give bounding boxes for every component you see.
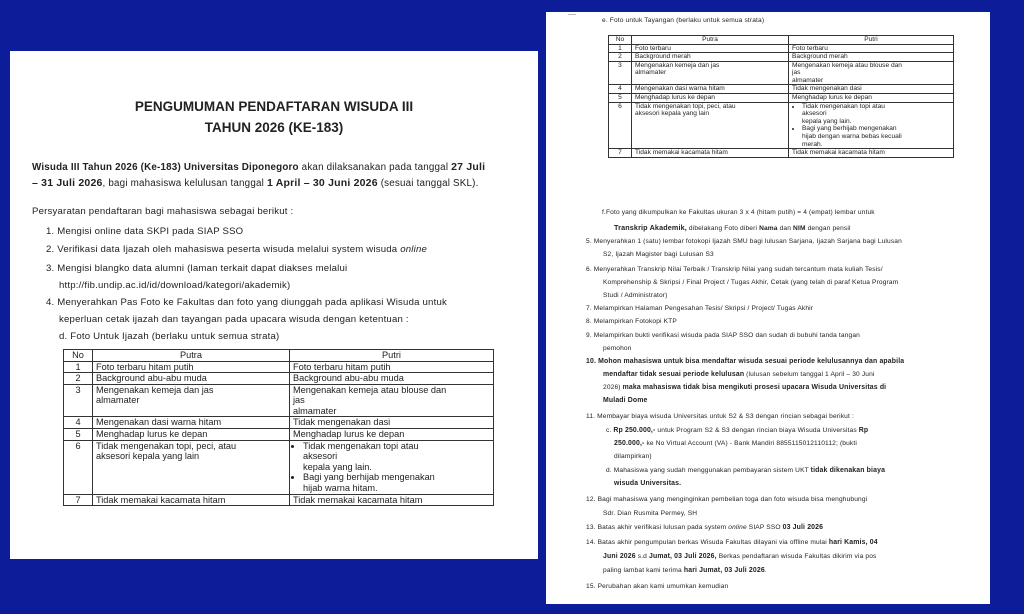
- cell-putra: Tidak memakai kacamata hitam: [93, 494, 290, 506]
- text: paling lambat kami terima: [603, 567, 684, 574]
- cell-line: Tidak mengenakan topi atau: [802, 102, 885, 110]
- bold-text: Juni 2026: [603, 553, 636, 560]
- item-11c-line2: [614, 440, 857, 447]
- tayangan-photo-heading: e. Foto untuk Tayangan (berlaku untuk semua strata): [602, 17, 765, 24]
- cell-line: aksesori: [802, 110, 827, 118]
- bold-text: hari Jumat, 03 Juli 2026: [683, 567, 765, 574]
- cell-line: Bagi yang berhijab mengenakan: [802, 125, 897, 133]
- requirement-1: 1. Mengisi online data SKPI pada SIAP SSO: [46, 226, 244, 237]
- requirement-4-line1: 4. Menyerahkan Pas Foto ke Fakultas dan foto yang diunggah pada aplikasi Wisuda untuk: [46, 297, 447, 308]
- right-document-page: [546, 12, 990, 604]
- cell-putra: Tidak memakai kacamata hitam: [632, 149, 789, 158]
- table-row: [64, 361, 494, 373]
- table-row: [64, 384, 494, 417]
- item-15: 15. Perubahan akan kami umumkan kemudian: [586, 583, 729, 590]
- page-edge-marker: [568, 14, 576, 15]
- item-13: [586, 524, 823, 531]
- header-putra: Putra: [632, 36, 789, 45]
- table-header-row: [609, 36, 954, 45]
- cell-line: hijab warna hitam.: [303, 482, 378, 493]
- text: (lulusan sebelum tanggal 1 April – 30 Juni: [744, 371, 875, 378]
- table-header-row: [64, 350, 494, 362]
- cell-line: kepala yang lain.: [303, 461, 372, 472]
- requirement-2-text: 2. Verifikasi data Ijazah oleh mahasiswa peserta wisuda melalui system wisuda: [46, 244, 401, 255]
- bullet-item: [802, 125, 950, 148]
- requirement-3-line1: 3. Mengisi blangko data alumni (laman terkait dapat diakses melalui: [46, 263, 348, 274]
- item-5-line1: 5. Menyerahkan 1 (satu) lembar fotokopi Ijazah SMU bagi lulusan Sarjana, Ijazah Sarjana bagi Lulusan: [586, 238, 902, 245]
- row-no: 1: [609, 44, 632, 53]
- intro-line2: [32, 177, 479, 189]
- row-no: 4: [609, 85, 632, 94]
- cell-putri: Background merah: [789, 53, 954, 62]
- item-11d-line2: wisuda Universitas.: [614, 480, 682, 487]
- header-putri: Putri: [290, 350, 494, 362]
- table-row: [609, 85, 954, 94]
- cell-putra: Menghadap lurus ke depan: [632, 94, 789, 103]
- bullet-list: [792, 103, 950, 148]
- cell-line: Mengenakan kemeja atau blouse dan: [293, 384, 447, 395]
- item-8: 8. Melampirkan Fotokopi KTP: [586, 318, 677, 325]
- text: c.: [606, 427, 614, 434]
- bold-text: NIM: [793, 225, 806, 232]
- requirements-heading: Persyaratan pendaftaran bagi mahasiswa sebagai berikut :: [32, 206, 294, 217]
- cell-line: hijab dengan warna bebas kecuali: [802, 132, 902, 140]
- cell-line: Tidak mengenakan topi atau: [303, 440, 419, 451]
- item-11c-line1: [606, 427, 868, 434]
- text: 13. Batas akhir verifikasi lulusan pada system: [586, 524, 729, 531]
- row-no: 3: [609, 61, 632, 85]
- item-14-line1: [586, 539, 878, 546]
- cell-putri: Foto terbaru: [789, 44, 954, 53]
- item-11: 11. Membayar biaya wisuda Universitas untuk S2 & S3 dengan rincian sebagai berikut :: [586, 413, 854, 420]
- bold-text: maka mahasiswa tidak bisa mengikuti prosesi upacara Wisuda Universitas di: [622, 384, 887, 391]
- text: dibelakang Foto diberi: [686, 225, 760, 232]
- cell-putra: [93, 440, 290, 494]
- bullet-list: [293, 441, 490, 494]
- italic-text: online: [728, 524, 747, 531]
- cell-putri: Menghadap lurus ke depan: [290, 429, 494, 441]
- row-no: 5: [64, 429, 93, 441]
- cell-putra: Mengenakan dasi warna hitam: [632, 85, 789, 94]
- item-12-line1: 12. Bagi mahasiswa yang menginginkan pembelian toga dan foto wisuda bisa menghubungi: [586, 496, 868, 503]
- bold-text: Rp 250.000,-: [613, 427, 656, 434]
- ijazah-photo-heading: d. Foto Untuk Ijazah (berlaku untuk semua strata): [59, 331, 280, 342]
- bold-text: hari Kamis, 04: [828, 539, 878, 546]
- item-5-line2: S2, Ijazah Magister bagi Lulusan S3: [603, 251, 714, 258]
- cell-putra: Background abu-abu muda: [93, 373, 290, 385]
- requirement-2: [46, 244, 427, 255]
- cell-putra: [632, 102, 789, 148]
- row-no: 5: [609, 94, 632, 103]
- item-f-line2: [614, 223, 851, 232]
- intro-line1: [32, 161, 485, 173]
- cell-line: jas: [792, 69, 801, 77]
- table-row: [64, 429, 494, 441]
- row-no: 7: [609, 149, 632, 158]
- item-10-line3: [603, 384, 886, 391]
- cell-line: aksesori kepala yang lain: [635, 110, 710, 118]
- item-14-line2: [603, 553, 876, 560]
- cell-line: almamater: [293, 405, 337, 416]
- table-row: [609, 94, 954, 103]
- table-row: [609, 149, 954, 158]
- table-row: [64, 373, 494, 385]
- cell-line: kepala yang lain.: [802, 117, 852, 125]
- cell-putri: [290, 384, 494, 417]
- text: SIAP SSO: [746, 524, 783, 531]
- table-row: [64, 494, 494, 506]
- bullet-item: [802, 103, 950, 126]
- table-row: [609, 44, 954, 53]
- text: 14. Batas akhir pengumpulan berkas Wisuda Fakultas dilayani via offline mulai: [586, 539, 829, 546]
- bold-text: tidak dikenakan biaya: [810, 467, 886, 474]
- item-7: 7. Melampirkan Halaman Pengesahan Tesis/ Skripsi / Project/ Tugas Akhir: [586, 305, 814, 312]
- item-9-line2: pemohon: [603, 345, 632, 352]
- requirement-4-line2: keperluan cetak ijazah dan tayangan pada upacara wisuda dengan ketentuan :: [59, 314, 409, 325]
- table-row: [609, 102, 954, 148]
- cell-line: almamater: [96, 395, 140, 406]
- row-no: 6: [609, 102, 632, 148]
- cell-line: Bagi yang berhijab mengenakan: [303, 472, 435, 483]
- cell-putri: Foto terbaru hitam putih: [290, 361, 494, 373]
- cell-putri: Tidak memakai kacamata hitam: [290, 494, 494, 506]
- text: .: [764, 567, 767, 574]
- table-row: [609, 61, 954, 85]
- cell-line: Mengenakan kemeja atau blouse dan: [792, 61, 902, 69]
- row-no: 6: [64, 440, 93, 494]
- row-no: 1: [64, 361, 93, 373]
- intro-bold-period: 1 April – 30 Juni 2026: [266, 177, 378, 189]
- cell-putra: Foto terbaru hitam putih: [93, 361, 290, 373]
- cell-line: jas: [293, 395, 305, 406]
- row-no: 2: [64, 373, 93, 385]
- cell-line: aksesori: [303, 451, 338, 462]
- cell-putra: Foto terbaru: [632, 44, 789, 53]
- cell-putri: Tidak memakai kacamata hitam: [789, 149, 954, 158]
- cell-putra: [93, 384, 290, 417]
- bold-text: 250.000,-: [614, 440, 645, 447]
- table-row: [64, 440, 494, 494]
- tayangan-photo-table: [608, 35, 954, 158]
- text: untuk Program S2 & S3 dengan rincian biaya Wisuda Universitas: [655, 427, 859, 434]
- item-6-line3: Studi / Administrator): [603, 292, 668, 299]
- cell-line: almamater: [635, 69, 667, 77]
- row-no: 7: [64, 494, 93, 506]
- row-no: 2: [609, 53, 632, 62]
- text: 2026): [603, 384, 623, 391]
- cell-line: aksesori kepala yang lain: [96, 451, 200, 462]
- table-row: [64, 417, 494, 429]
- ijazah-photo-table: [63, 349, 494, 506]
- intro-text: (sesuai tanggal SKL).: [377, 178, 479, 189]
- cell-line: Mengenakan kemeja dan jas: [96, 384, 214, 395]
- cell-line: almamater: [792, 76, 824, 84]
- item-11d-line1: [606, 467, 885, 474]
- intro-text: , bagi mahasiswa kelulusan tanggal: [102, 178, 267, 189]
- intro-text: akan dilaksanakan pada tanggal: [298, 162, 452, 173]
- cell-putra: Mengenakan dasi warna hitam: [93, 417, 290, 429]
- cell-putri: Tidak mengenakan dasi: [789, 85, 954, 94]
- intro-bold-date-end: – 31 Juli 2026: [32, 177, 103, 189]
- bold-text: mendaftar tidak sesuai periode kelulusan: [603, 371, 745, 378]
- text: s.d: [635, 553, 649, 560]
- item-6-line2: Komprehenship & Skripsi / Final Project / Tugas Akhir, Cetak (yang telah di paraf Ketua Program: [603, 279, 899, 286]
- header-no: No: [609, 36, 632, 45]
- item-11c-line3: dilampirkan): [614, 453, 652, 460]
- item-10-line4: Muladi Dome: [603, 397, 648, 404]
- bold-text: Nama: [759, 225, 778, 232]
- item-10-line1: 10. Mohon mahasiswa untuk bisa mendaftar wisuda sesuai periode kelulusannya dan apabila: [586, 358, 905, 365]
- requirement-3-link[interactable]: http://fib.undip.ac.id/id/download/kategori/akademik): [59, 280, 291, 291]
- bold-text: Transkrip Akademik,: [614, 223, 687, 232]
- header-putra: Putra: [93, 350, 290, 362]
- bold-text: 03 Juli 2026: [782, 524, 824, 531]
- requirement-2-italic: online: [400, 244, 428, 255]
- intro-bold-date-start: 27 Juli: [451, 161, 486, 173]
- cell-line: merah.: [802, 140, 823, 148]
- cell-line: Mengenakan kemeja dan jas: [635, 61, 720, 69]
- bullet-item: [303, 441, 490, 473]
- text: dan: [777, 225, 794, 232]
- bold-text: Rp: [858, 427, 869, 434]
- text: d. Mahasiswa yang sudah menggunakan pembayaran sistem UKT: [606, 467, 811, 474]
- left-document-page: [10, 51, 538, 559]
- announcement-title-line2: TAHUN 2026 (KE-183): [204, 120, 344, 135]
- item-f-line1: f.Foto yang dikumpulkan ke Fakultas ukuran 3 x 4 (hitam putih) = 4 (empat) lembar untuk: [602, 209, 875, 216]
- cell-putri: [789, 102, 954, 148]
- item-12-line2: Sdr. Dian Rusmita Permey, SH: [603, 510, 698, 517]
- cell-putri: Background abu-abu muda: [290, 373, 494, 385]
- cell-line: Tidak mengenakan topi, peci, atau: [96, 440, 237, 451]
- cell-line: Tidak mengenakan topi, peci, atau: [635, 102, 736, 110]
- header-no: No: [64, 350, 93, 362]
- item-10-line2: [603, 371, 875, 378]
- header-putri: Putri: [789, 36, 954, 45]
- text: dengan pensil: [805, 225, 851, 232]
- table-row: [609, 53, 954, 62]
- cell-putra: Background merah: [632, 53, 789, 62]
- cell-putri: Menghadap lurus ke depan: [789, 94, 954, 103]
- bold-text: Jumat, 03 Juli 2026,: [648, 553, 717, 560]
- item-9-line1: 9. Melampirkan bukti verifikasi wisuda pada SIAP SSO dan sudah di bubuhi tanda tangan: [586, 332, 860, 339]
- intro-bold-event: Wisuda III Tahun 2026 (Ke-183) Universitas Diponegoro: [32, 162, 299, 173]
- cell-putra: Menghadap lurus ke depan: [93, 429, 290, 441]
- cell-putri: [290, 440, 494, 494]
- item-6-line1: 6. Menyerahkan Transkrip Nilai Terbaik / Transkrip Nilai yang sudah tercantum mata kuliah Tesis/: [586, 266, 883, 273]
- item-14-line3: [603, 567, 767, 574]
- row-no: 4: [64, 417, 93, 429]
- cell-putri: Tidak mengenakan dasi: [290, 417, 494, 429]
- row-no: 3: [64, 384, 93, 417]
- text: ke No Virtual Account (VA) - Bank Mandiri 8855115012110112; (bukti: [644, 440, 857, 447]
- announcement-title-line1: PENGUMUMAN PENDAFTARAN WISUDA III: [134, 99, 414, 114]
- cell-putra: [632, 61, 789, 85]
- bullet-item: [303, 472, 490, 493]
- text: Berkas pendaftaran wisuda Fakultas dikirim via pos: [716, 553, 877, 560]
- cell-putri: [789, 61, 954, 85]
